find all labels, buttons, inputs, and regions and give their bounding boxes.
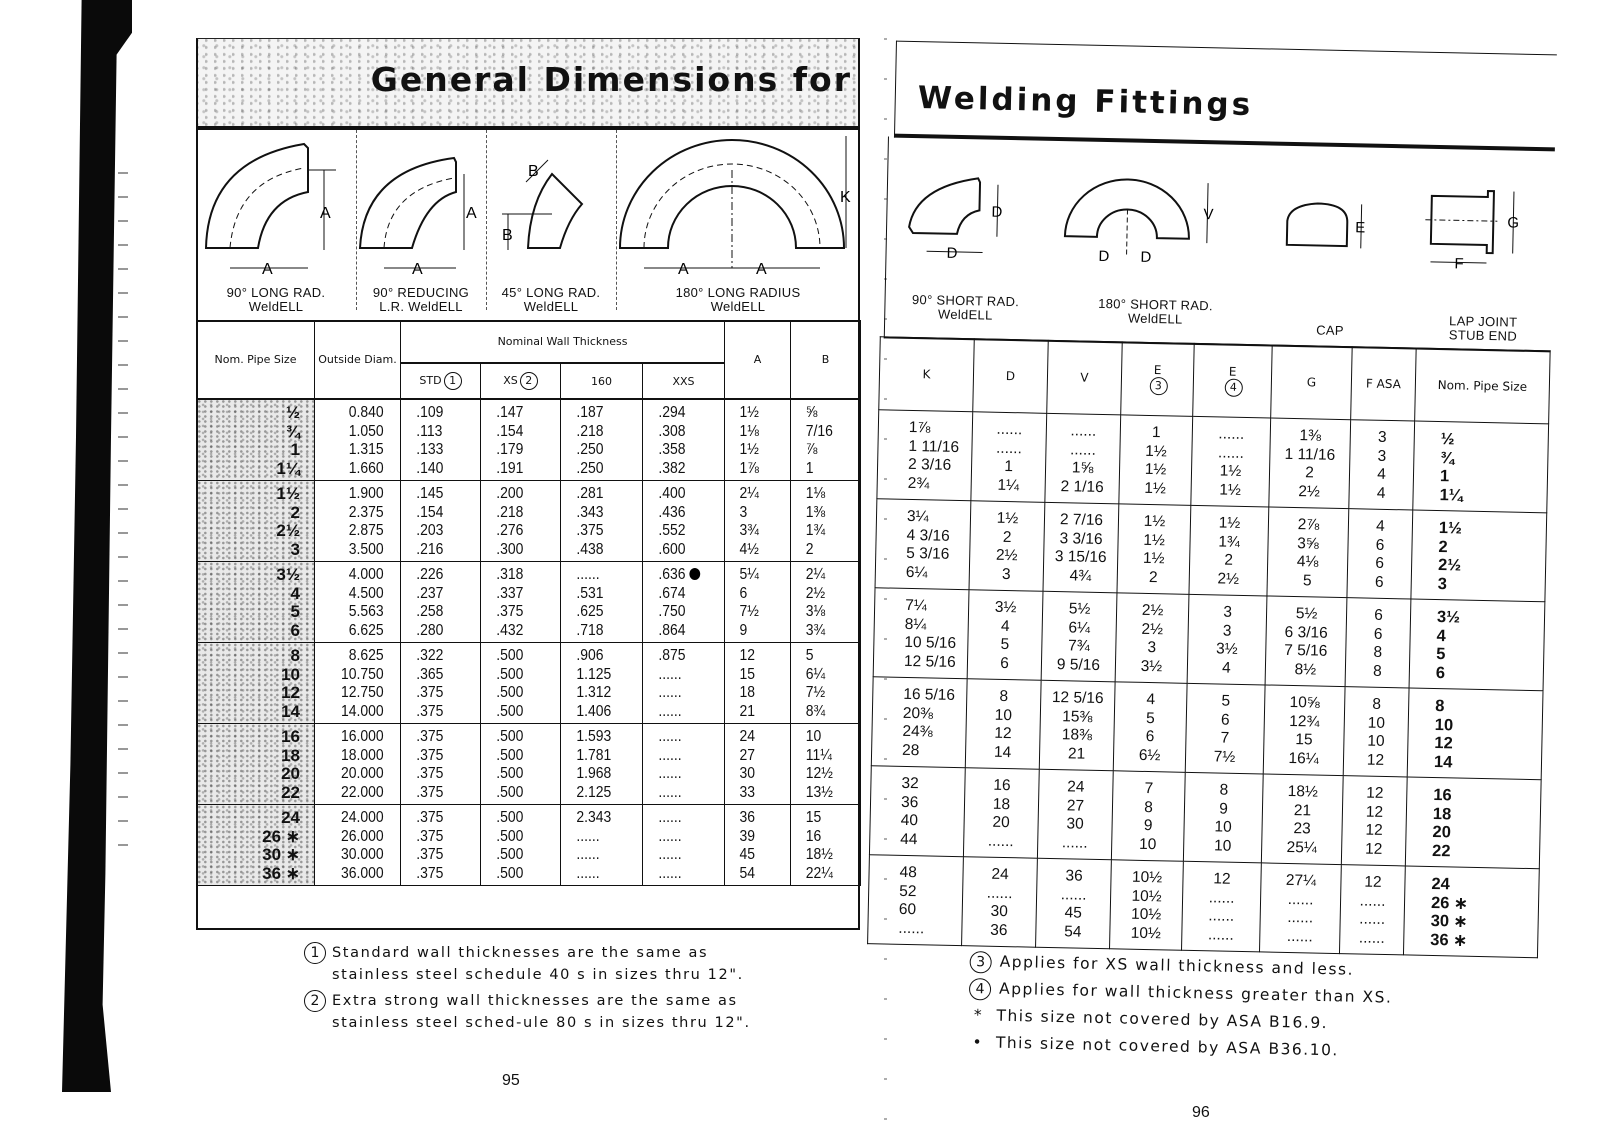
right-diagrams (884, 136, 1555, 352)
svg-text:A: A (466, 205, 477, 222)
footnote-4-marker: 4 (1224, 379, 1242, 397)
cell-e4: 5 6 7 7½ (1185, 683, 1265, 774)
cell-g: 27¼ ...... ...... ...... (1259, 863, 1341, 954)
col-header-k: K (879, 337, 975, 412)
col-header-160: 160 (561, 363, 643, 399)
svg-text:A: A (320, 205, 331, 222)
binding-marks (118, 150, 128, 850)
cell-k: 48 52 60 ...... (868, 855, 964, 946)
page-title: Welding Fittings (917, 80, 1254, 124)
cell-b: ⅝ 7/16 ⅞ 1 (794, 399, 857, 481)
cell-a: 12 15 18 21 (728, 643, 787, 724)
table-row-group (873, 588, 1545, 691)
cell-e4: 8 9 10 10 (1183, 772, 1263, 863)
cell-nom-pipe-size: 1½ 2 2½ 3 (1411, 510, 1547, 602)
footnote-2-marker: 2 (520, 372, 538, 390)
cell-160: 1.593 1.781 1.968 2.125 (565, 724, 639, 805)
cell-a: 36 39 45 54 (728, 805, 787, 886)
cell-std: .375 .375 .375 .375 (405, 805, 477, 886)
col-header-std: STD 1 (401, 363, 481, 399)
svg-text:D: D (1140, 248, 1152, 266)
cell-e3: 7 8 9 10 (1111, 771, 1185, 861)
cell-v: 5½ 6¼ 7¾ 9 5/16 (1041, 591, 1117, 682)
cell-g: 10⅝ 12¾ 15 16¼ (1263, 685, 1345, 776)
diagram-label: 90° LONG RAD. WeldELL (226, 285, 326, 314)
cell-d: 16 18 20 ...... (963, 768, 1039, 859)
cell-std: .322 .365 .375 .375 (405, 643, 477, 724)
cell-nom-pipe-size: 16 18 20 22 (197, 724, 315, 805)
left-footnotes (304, 942, 864, 1038)
footnote-asterisk: * This size not covered by ASA B16.9. (973, 1006, 1329, 1033)
diagram-label: CAP (1316, 322, 1344, 339)
cell-xs: .147 .154 .179 .191 (485, 399, 557, 481)
cell-b: 15 16 18½ 22¼ (794, 805, 857, 886)
col-header-nom-pipe-size: Nom. Pipe Size (197, 320, 315, 399)
cell-std: .226 .237 .258 .280 (405, 562, 477, 643)
cell-f-asa: 6 6 8 8 (1345, 598, 1411, 688)
col-header-d: D (973, 339, 1049, 414)
page-number-right: 96 (1192, 1104, 1210, 1121)
diagram-cap (1275, 145, 1389, 337)
svg-text:F: F (1454, 255, 1464, 273)
cell-nom-pipe-size: ½ ¾ 1 1¼ (197, 399, 315, 481)
col-header-v: V (1047, 340, 1123, 415)
table-row-group (875, 499, 1547, 602)
diagram-90-short-rad-weldell (885, 136, 1049, 329)
stub-end-icon (1416, 148, 1555, 301)
cell-outside-diam: 0.840 1.050 1.315 1.660 (319, 399, 396, 481)
diagram-label: 180° SHORT RAD. WeldELL (1098, 295, 1214, 327)
cell-a: 1½ 1⅛ 1½ 1⅞ (728, 399, 787, 481)
cell-f-asa: 4 6 6 6 (1347, 509, 1413, 599)
cell-d: 8 10 12 14 (965, 679, 1041, 770)
cell-g: 18½ 21 23 25¼ (1261, 774, 1343, 865)
page-title: General Dimensions for (370, 60, 852, 99)
cell-nom-pipe-size: 24 26 ∗ 30 ∗ 36 ∗ (1403, 866, 1539, 958)
footnote-1: 1 Standard wall thicknesses are the same as stainless steel schedule 40 s in sizes thru 12". (304, 942, 864, 986)
svg-text:D: D (991, 203, 1003, 221)
cell-a: 5¼ 6 7½ 9 (728, 562, 787, 643)
cell-160: .281 .343 .375 .438 (565, 481, 639, 562)
cell-xxs: .294 .308 .358 .382 (647, 399, 721, 481)
cell-b: 2¼ 2½ 3⅛ 3¾ (794, 562, 857, 643)
cell-v: 12 5/16 15⅜ 18⅜ 21 (1039, 680, 1115, 771)
col-header-e4: E 4 (1193, 343, 1273, 418)
cell-b: 5 6¼ 7½ 8¾ (794, 643, 857, 724)
cell-xxs: ...... ...... ...... ...... (647, 805, 721, 886)
svg-text:B: B (502, 227, 513, 244)
cell-xxs: .636 .674 .750 .864 (647, 562, 721, 643)
cell-outside-diam: 4.000 4.500 5.563 6.625 (319, 562, 396, 643)
footnote-3: 3 Applies for XS wall thickness and less. (969, 948, 1393, 985)
cell-xxs: .400 .436 .552 .600 (647, 481, 721, 562)
cell-f-asa: 12 ...... ...... ...... (1339, 865, 1405, 955)
col-header-xxs: XXS (643, 363, 725, 399)
cell-k: 3¼ 4 3/16 5 3/16 6¼ (875, 499, 971, 590)
cell-e3: 10½ 10½ 10½ 10½ (1110, 860, 1184, 950)
left-page (196, 38, 860, 930)
col-header-outside-diam: Outside Diam. (315, 320, 401, 399)
cell-f-asa: 8 10 10 12 (1343, 687, 1409, 777)
svg-text:D: D (946, 244, 958, 262)
cell-std: .109 .113 .133 .140 (405, 399, 477, 481)
footnote-1-marker: 1 (444, 372, 462, 390)
cell-160: ...... .531 .625 .718 (565, 562, 639, 643)
footnote-2: 2 Extra strong wall thicknesses are the same as stainless steel sched-ule 80 s in sizes thru 12". (304, 990, 864, 1034)
cell-g: 5½ 6 3/16 7 5/16 8½ (1265, 596, 1347, 687)
diagram-180-short-rad-weldell (1055, 140, 1259, 334)
cell-b: 1⅛ 1⅜ 1¾ 2 (794, 481, 857, 562)
cell-e3: 1½ 1½ 1½ 2 (1117, 504, 1191, 594)
svg-text:K: K (840, 189, 851, 206)
footnote-bullet: • This size not covered by ASA B36.10. (972, 1033, 1340, 1060)
right-footnotes (968, 948, 1394, 1066)
cell-k: 1⅞ 1 11/16 2 3/16 2¾ (877, 410, 973, 501)
cell-xs: .318 .337 .375 .432 (485, 562, 557, 643)
cell-nom-pipe-size: 16 18 20 22 (1405, 777, 1541, 869)
col-header-g: G (1271, 345, 1353, 420)
svg-text:A: A (678, 261, 689, 278)
cell-nom-pipe-size: 3½ 4 5 6 (197, 562, 315, 643)
cell-nom-pipe-size: 8 10 12 14 (1407, 688, 1543, 780)
cell-v: 2 7/16 3 3/16 3 15/16 4¾ (1043, 502, 1119, 593)
cell-d: 3½ 4 5 6 (967, 590, 1043, 681)
cell-xxs: .875 ...... ...... ...... (647, 643, 721, 724)
table-row-group (868, 855, 1540, 958)
cell-a: 24 27 30 33 (728, 724, 787, 805)
cell-d: 1½ 2 2½ 3 (969, 501, 1045, 592)
col-header-xs: XS 2 (481, 363, 561, 399)
cell-k: 16 5/16 20⅜ 24⅜ 28 (871, 677, 967, 768)
cell-xs: .200 .218 .276 .300 (485, 481, 557, 562)
cell-outside-diam: 8.625 10.750 12.750 14.000 (319, 643, 396, 724)
cell-g: 2⅞ 3⅝ 4⅛ 5 (1267, 507, 1349, 598)
cell-160: .187 .218 .250 .250 (565, 399, 639, 481)
cell-e3: 4 5 6 6½ (1113, 682, 1187, 772)
cell-e4: ...... ...... 1½ 1½ (1191, 416, 1271, 507)
left-page-frame (196, 38, 860, 930)
cell-e3: 1 1½ 1½ 1½ (1119, 415, 1193, 505)
cell-160: .906 1.125 1.312 1.406 (565, 643, 639, 724)
cell-e4: 1½ 1¾ 2 2½ (1189, 505, 1269, 596)
diagram-label: 180° LONG RADIUS WeldELL (675, 285, 801, 314)
diagram-label: 90° SHORT RAD. WeldELL (911, 291, 1020, 323)
svg-text:G: G (1507, 214, 1520, 232)
cap-icon (1276, 145, 1389, 297)
table-row-group (877, 410, 1549, 513)
svg-text:A: A (412, 261, 423, 278)
cell-outside-diam: 1.900 2.375 2.875 3.500 (319, 481, 396, 562)
cell-v: 36 ...... 45 54 (1036, 858, 1112, 949)
cell-xxs: ...... ...... ...... ...... (647, 724, 721, 805)
cell-d: 24 ...... 30 36 (962, 857, 1038, 948)
diagram-label: 90° REDUCING L.R. WeldELL (372, 285, 470, 314)
cell-v: ...... ...... 1⅝ 2 1/16 (1045, 413, 1121, 504)
svg-text:A: A (262, 261, 273, 278)
right-page-header (894, 41, 1557, 152)
svg-text:A: A (756, 261, 767, 278)
cell-160: 2.343 ...... ...... ...... (565, 805, 639, 886)
cell-xs: .500 .500 .500 .500 (485, 724, 557, 805)
diagram-label: LAP JOINT STUB END (1448, 313, 1518, 344)
cell-nom-pipe-size: 24 26 ∗ 30 ∗ 36 ∗ (197, 805, 315, 886)
cell-outside-diam: 24.000 26.000 30.000 36.000 (319, 805, 396, 886)
col-header-a: A (725, 320, 791, 399)
page-number-left: 95 (502, 1072, 520, 1089)
cell-f-asa: 3 3 4 4 (1349, 420, 1415, 510)
cell-xs: .500 .500 .500 .500 (485, 805, 557, 886)
cell-outside-diam: 16.000 18.000 20.000 22.000 (319, 724, 396, 805)
cell-nom-pipe-size: 3½ 4 5 6 (1409, 599, 1545, 691)
cell-e3: 2½ 2½ 3 3½ (1115, 593, 1189, 683)
diagram-lap-joint-stub-end (1415, 148, 1555, 344)
cell-k: 32 36 40 44 (869, 766, 965, 857)
cell-std: .375 .375 .375 .375 (405, 724, 477, 805)
table-row-group (869, 766, 1541, 869)
cell-e4: 12 ...... ...... ...... (1182, 861, 1262, 952)
svg-text:V: V (1203, 206, 1214, 224)
col-header-b: B (791, 320, 861, 399)
col-header-nominal-wall: Nominal Wall Thickness (401, 320, 725, 363)
right-page (849, 40, 1558, 974)
short-return-180-icon (1056, 140, 1259, 294)
cell-b: 10 11¼ 12½ 13½ (794, 724, 857, 805)
cell-a: 2¼ 3 3¾ 4½ (728, 481, 787, 562)
cell-v: 24 27 30 ...... (1037, 769, 1113, 860)
svg-text:B: B (528, 163, 539, 180)
cell-std: .145 .154 .203 .216 (405, 481, 477, 562)
svg-text:E: E (1354, 219, 1366, 237)
footnote-3-marker: 3 (1149, 377, 1167, 395)
cell-xs: .500 .500 .500 .500 (485, 643, 557, 724)
cell-e4: 3 3 3½ 4 (1187, 594, 1267, 685)
diagram-label: 45° LONG RAD. WeldELL (501, 285, 601, 314)
cell-nom-pipe-size: ½ ¾ 1 1¼ (1413, 421, 1549, 513)
col-header-e3: E 3 (1121, 342, 1195, 416)
cell-k: 7¼ 8¼ 10 5/16 12 5/16 (873, 588, 969, 679)
cell-g: 1⅜ 1 11/16 2 2½ (1269, 418, 1351, 509)
short-elbow-90-icon (886, 136, 1049, 289)
col-header-f-asa: F ASA (1351, 347, 1417, 421)
cell-f-asa: 12 12 12 12 (1341, 776, 1407, 866)
col-header-nom-pipe-size: Nom. Pipe Size (1415, 348, 1550, 424)
table-row-group (871, 677, 1543, 780)
cell-d: ...... ...... 1 1¼ (971, 412, 1047, 503)
fittings-table (867, 336, 1551, 958)
footnote-4: 4 Applies for wall thickness greater than XS. (969, 975, 1393, 1012)
cell-nom-pipe-size: 8 10 12 14 (197, 643, 315, 724)
svg-text:D: D (1098, 247, 1110, 266)
cell-nom-pipe-size: 1½ 2 2½ 3 (197, 481, 315, 562)
